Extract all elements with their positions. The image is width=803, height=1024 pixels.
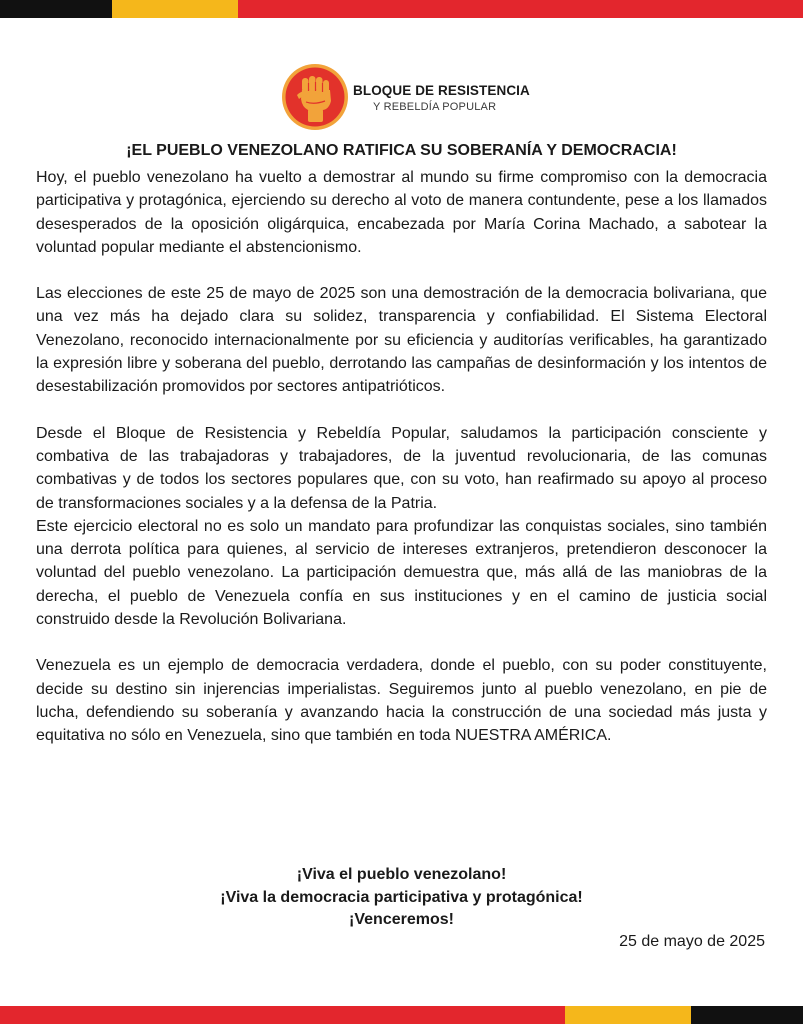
band-yellow-segment — [112, 0, 238, 18]
top-color-band — [0, 0, 803, 18]
statement-date: 25 de mayo de 2025 — [619, 933, 765, 950]
raised-fist-icon — [281, 63, 349, 131]
band-yellow-segment — [565, 1006, 691, 1024]
slogan-2: ¡Viva la democracia participativa y protagónica! — [220, 888, 583, 906]
band-red-segment — [0, 1006, 565, 1024]
band-black-segment — [691, 1006, 803, 1024]
paragraph-4: Este ejercicio electoral no es solo un mandato para profundizar las conquistas sociales, sino también una derrota política para quienes, al servicio de intereses extranjeros, pretendieron desconocer la voluntad del pueblo venezolano. La participación demuestra que, más allá de las maniobras de la derecha, el pueblo de Venezuela confía en sus instituciones y en el camino de justicia social construido desde la Revolución Bolivariana. — [36, 517, 767, 629]
band-red-segment — [238, 0, 803, 18]
paragraph-1: Hoy, el pueblo venezolano ha vuelto a demostrar al mundo su firme compromiso con la democracia participativa y protagónica, ejerciendo su derecho al voto de manera contundente, pese a los llamados desesperados de la oposición oligárquica, encabezada por María Corina Machado, a sabotear la voluntad popular mediante el abstencionismo. — [36, 169, 767, 256]
bottom-color-band — [0, 1006, 803, 1024]
slogan-3: ¡Venceremos! — [349, 911, 454, 928]
organization-logo — [281, 63, 541, 133]
logo-subtitle: Y REBELDÍA POPULAR — [373, 101, 497, 113]
paragraph-2: Las elecciones de este 25 de mayo de 2025 son una demostración de la democracia bolivariana, que una vez más ha dejado clara su solidez, transparencia y confiabilidad. El Sistema Electoral Venezolano, reconocido internacionalmente por su eficiencia y auditorías verificables, ha garantizado la expresión libre y soberana del pueblo, derrotando las campañas de desinformación y los intentos de desestabilización promovidos por sectores antipatrióticos. — [36, 285, 767, 396]
paragraph-5: Venezuela es un ejemplo de democracia verdadera, donde el pueblo, con su poder constituyente, decide su destino sin injerencias imperialistas. Seguiremos junto al pueblo venezolano, en pie de lucha, defendiendo su soberanía y avanzando hacia la construcción de una sociedad más justa y equitativa no sólo en Venezuela, sino que también en toda NUESTRA AMÉRICA. — [36, 657, 767, 745]
statement-body — [36, 166, 767, 748]
logo-title: BLOQUE DE RESISTENCIA — [353, 83, 530, 98]
closing-slogans — [36, 864, 767, 932]
band-black-segment — [0, 0, 112, 18]
page-headline: ¡EL PUEBLO VENEZOLANO RATIFICA SU SOBERANÍA Y DEMOCRACIA! — [126, 142, 677, 159]
slogan-1: ¡Viva el pueblo venezolano! — [296, 866, 507, 883]
paragraph-3: Desde el Bloque de Resistencia y Rebeldía Popular, saludamos la participación consciente y combativa de las trabajadoras y trabajadores, de la juventud revolucionaria, de las comunas combativas y de todos los sectores populares que, con su voto, han reafirmado su apoyo al proceso de transformaciones sociales y a la defensa de la Patria. — [36, 424, 767, 512]
